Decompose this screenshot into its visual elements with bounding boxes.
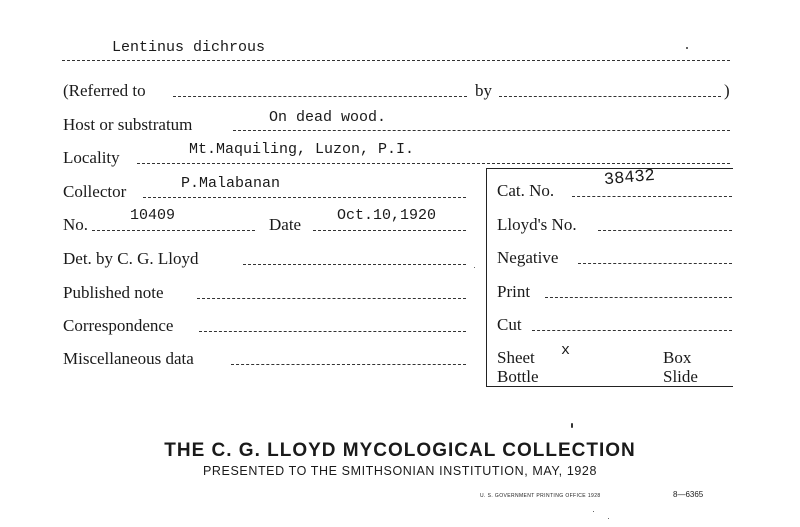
- collector-line: [143, 197, 466, 198]
- date-label: Date: [269, 215, 302, 234]
- slide-label: Slide: [663, 367, 698, 386]
- miscellaneous-line: [231, 364, 466, 365]
- box-label: Box: [663, 348, 692, 367]
- correspondence-line: [199, 331, 466, 332]
- determined-by-label: Det. by C. G. Lloyd: [63, 249, 199, 268]
- form-number: 8—6365: [673, 490, 704, 499]
- negative-line: [578, 263, 732, 264]
- collection-title: THE C. G. LLOYD MYCOLOGICAL COLLECTION: [164, 440, 636, 461]
- right-box-top-rule: [486, 168, 733, 169]
- cut-line: [532, 330, 732, 331]
- species-name: Lentinus dichrous: [112, 39, 266, 56]
- correspondence-label: Correspondence: [63, 316, 174, 335]
- by-label: by: [475, 81, 492, 100]
- negative-label: Negative: [497, 248, 559, 267]
- date-line: [313, 230, 466, 231]
- number-line: [92, 230, 255, 231]
- lloyds-number-label: Lloyd's No.: [497, 215, 577, 234]
- collector-value: P.Malabanan: [181, 175, 281, 192]
- printer-imprint: U. S. GOVERNMENT PRINTING OFFICE 1928: [480, 493, 601, 499]
- bottle-label: Bottle: [497, 367, 539, 386]
- referred-to-line: [173, 96, 467, 97]
- number-value: 10409: [130, 207, 176, 224]
- locality-value: Mt.Maquiling, Luzon, P.I.: [189, 141, 415, 158]
- print-label: Print: [497, 282, 531, 301]
- miscellaneous-label: Miscellaneous data: [63, 349, 194, 368]
- date-value: Oct.10,1920: [337, 207, 437, 224]
- locality-line: [137, 163, 730, 164]
- determined-by-line: [243, 264, 466, 265]
- catalog-number-value: 38432: [603, 166, 656, 191]
- referred-to-label: (Referred to: [63, 81, 146, 100]
- host-value: On dead wood.: [269, 109, 387, 126]
- host-line: [233, 130, 730, 131]
- ink-speck: [608, 518, 609, 519]
- ink-speck: [686, 47, 688, 49]
- sheet-checkmark: x: [561, 342, 571, 359]
- catalog-number-line: [572, 196, 732, 197]
- number-label: No.: [63, 215, 89, 234]
- locality-label: Locality: [63, 148, 120, 167]
- close-paren: ): [724, 81, 730, 100]
- lloyds-number-line: [598, 230, 732, 231]
- published-note-label: Published note: [63, 283, 164, 302]
- published-note-line: [197, 298, 466, 299]
- by-line: [499, 96, 721, 97]
- species-dotted-line: [62, 60, 730, 61]
- catalog-number-label: Cat. No.: [497, 181, 555, 200]
- sheet-label: Sheet: [497, 348, 535, 367]
- cut-label: Cut: [497, 315, 522, 334]
- ink-speck: [593, 511, 594, 512]
- host-label: Host or substratum: [63, 115, 193, 134]
- collection-subtitle: PRESENTED TO THE SMITHSONIAN INSTITUTION, MAY, 1928: [202, 464, 598, 478]
- right-box-bottom-rule: [486, 386, 733, 387]
- print-line: [545, 297, 732, 298]
- ink-speck: [474, 267, 475, 268]
- ink-speck: [571, 423, 573, 428]
- collector-label: Collector: [63, 182, 127, 201]
- right-box-left-rule: [486, 168, 487, 387]
